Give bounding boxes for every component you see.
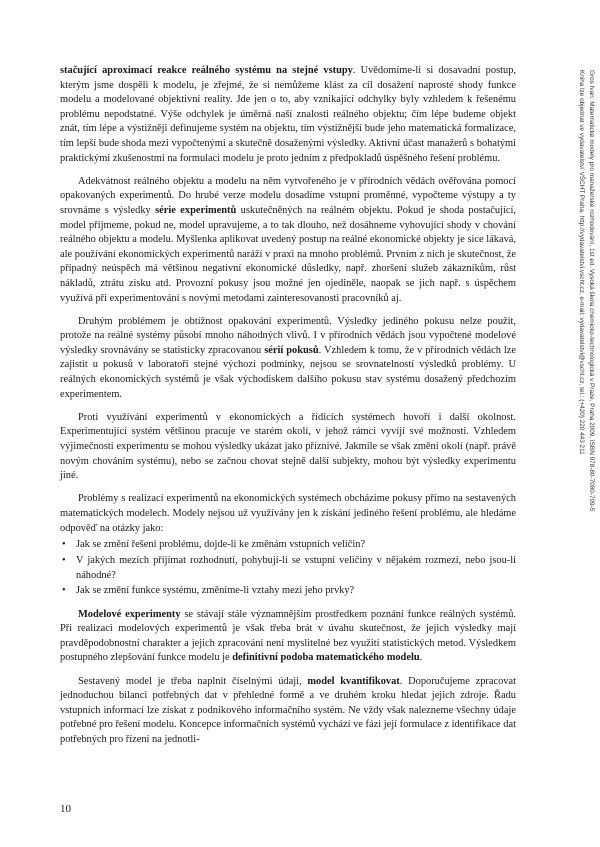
page-number: 10	[60, 803, 71, 815]
bold-phrase: sérií pokusů	[264, 344, 319, 356]
list-item	[60, 554, 516, 583]
bold-phrase: model kvantifikovat	[307, 675, 400, 687]
bold-phrase: série experimentů	[155, 204, 237, 216]
paragraph-text: . Doporučujeme zpracovat jednoduchou bilanci potřebných dat v přehledné formě a ve druhém kroku hledat jejich zdroje. Řadu vstupních informací lze získat z podnikového informačního systém. Ne vždy však nalezneme všechny údaje potřebné pro řešení modelu. Koncepce informačních systémů vychází ve fázi její formulace z identifikace dat potřebných pro řízení na jednotli-	[60, 675, 517, 745]
paragraph-2	[60, 175, 516, 306]
paragraph-text: Adekvátnost reálného objektu a modelu na něm vytvořeného je v přírodních vědách ověřována pomocí opakovaných experimentů. Do hrubé verze modelu dosadíme vstupní proměnné, vypočteme výstupy a ty srovnáme s výsledky	[60, 175, 516, 216]
paragraph-7	[60, 675, 516, 748]
paragraph-5	[60, 492, 516, 536]
side-note-line: Gros Ivan: Matematické modely pro manažerské rozhodování, 1st ed. Vysoká škola chemicko-technologická v Praze, Praha 2009, ISBN 978-80-7080-709-5	[588, 70, 595, 512]
side-note	[566, 70, 596, 710]
paragraph-text: nebo se začnou chovat stejně další subjekty, mohou být výsledky experimentu jiné.	[60, 455, 516, 482]
paragraph-text: Problémy s realizací experimentů na ekonomických systémech obcházíme pokusy přímo na sestavených matematických modelech. Modely nejsou už využívány jen k získání jediného řešení problému, ale hledáme odpověď na otázky jako:	[60, 493, 516, 534]
bullet-icon: •	[62, 539, 66, 551]
list-item-text: Jak se změní řešení problému, dojde-li ke změnám vstupních veličin?	[76, 539, 366, 551]
side-note-text	[577, 70, 596, 710]
list-item-text: Jak se změní funkce systému, změníme-li vztahy mezi jeho prvky?	[76, 585, 355, 597]
paragraph-6	[60, 608, 516, 666]
body-text	[60, 64, 516, 756]
paragraph-text: . Uvědomíme-li si dosavadní postup, kterým jsme dospěli k modelu, je zřejmé, že si nemůžeme klást za cíl dosažení naprosté shody funkce modelu a modelované objektivní reality. Jde jen o to, aby vznikající odchylky byly vzhledem k řešenému problému nepodstatné. Výše odchylek je úměrná naší znalosti reálného objektu; čím lépe budeme objekt znát, tím lépe a výstižněji definujeme systém na objektu, tím výstižnější bude jeho matematická formalizace, tím lepší bude shoda mezi vypočtenými a skutečně dosaženými výsledky. Aktivní účast manažerů s bohatými praktickými zkušenostmi na formulaci modelu je proto jedním z předpokladů úspěšného řešení problému.	[60, 65, 516, 164]
bullet-icon: •	[62, 585, 66, 597]
bold-phrase: Modelové experimenty	[78, 608, 181, 620]
paragraph-4	[60, 411, 516, 484]
list-item	[60, 538, 516, 553]
comma-link[interactable]: ,	[174, 455, 178, 467]
list-item	[60, 584, 516, 599]
paragraph-3	[60, 315, 516, 403]
bold-phrase: definitivní podoba matematického modelu	[232, 652, 420, 664]
paragraph-text: uskutečněných na reálném objektu. Pokud je shoda postačující, model přijmeme, pokud ne, model upravujeme, a to tak dlouho, než dosáhneme vyhovující shody v chování reálného objektu a modelu. Myšlenka aplikovat uvedený postup na reálné ekonomické objekty je sice lákavá, ale používání ekonomických experimentů naráží v praxi na mnoho problémů. Prvním z nich je skutečnost, že případný neúspěch má většinou negativní ekonomické důsledky, např. zhoršení služeb zákazníkům, růst nákladů, ztrátu zisku atd. Provozní pokusy jsou možné jen ojediněle, naopak se jich např. s úspěchem využívá při experimentování s novými metodami zainteresovanosti pracovníků aj.	[60, 204, 516, 304]
bullet-icon: •	[62, 554, 66, 566]
paragraph-text: Sestavený model je třeba naplnit číselnými údaji,	[78, 675, 308, 687]
paragraph-text: Druhým problémem je obtížnost opakování experimentů. Výsledky jediného pokusu nelze použít, protože na reálné systémy působí mnoho náhodných vlivů. I v přírodních vědách jsou vypočtené modelové výsledky srovnávány se statisticky zpracovanou	[60, 315, 516, 356]
paragraph-text: Proti využívání experimentů v ekonomických a řídicích systémech hovoří i další okolnost. Experimentující systém většinou pracuje ve starém okolí, v jehož rámci vyvíjí své možnosti. Vzhledem výjimečnosti experimentu se mohou výsledky ukázat jako příznivé. Jakmile se však změní okolí (např. právě novým chováním systému)	[60, 411, 516, 467]
question-list	[60, 538, 516, 599]
paragraph-text: .	[419, 652, 423, 664]
bold-phrase: stačující aproximací reakce reálného systému na stejné vstupy	[60, 65, 353, 76]
paragraph-text: se stávají stále významnějším prostředkem poznání funkce reálných systémů. Při realizaci modelových experimentů je však třeba brát v úvahu skutečnost, že jejich výsledky mají pravděpodobnostní charakter a jejich zpracování není myslitelné bez využití statistických metod. Výsledkem postupného zlepšování funkce modelu je	[60, 608, 517, 664]
list-item-text: V jakých mezích přijímat rozhodnutí, pohybují-li se vstupní veličiny v nějakém rozmezí, nebo jsou-li náhodné?	[76, 554, 516, 581]
side-note-line: Kniha lze objednat ve vydavatelství VŠCHT Praha, http://vydavatelstvi.vscht.cz, e-mail: vydavatelstvi@vscht.cz, tel.: (+420) 220 443 211	[578, 70, 586, 455]
paragraph-text: . Vzhledem k tomu, že v přírodních vědách lze zajistit u pokusů v laboratoři stejné výchozí podmínky, nejsou se srovnatelností výsledků problémy. U reálných ekonomických systémů je však východiskem dalšího pokusu stav systému dosažený předchozím experimentem.	[60, 344, 517, 400]
paragraph-1	[60, 64, 516, 166]
